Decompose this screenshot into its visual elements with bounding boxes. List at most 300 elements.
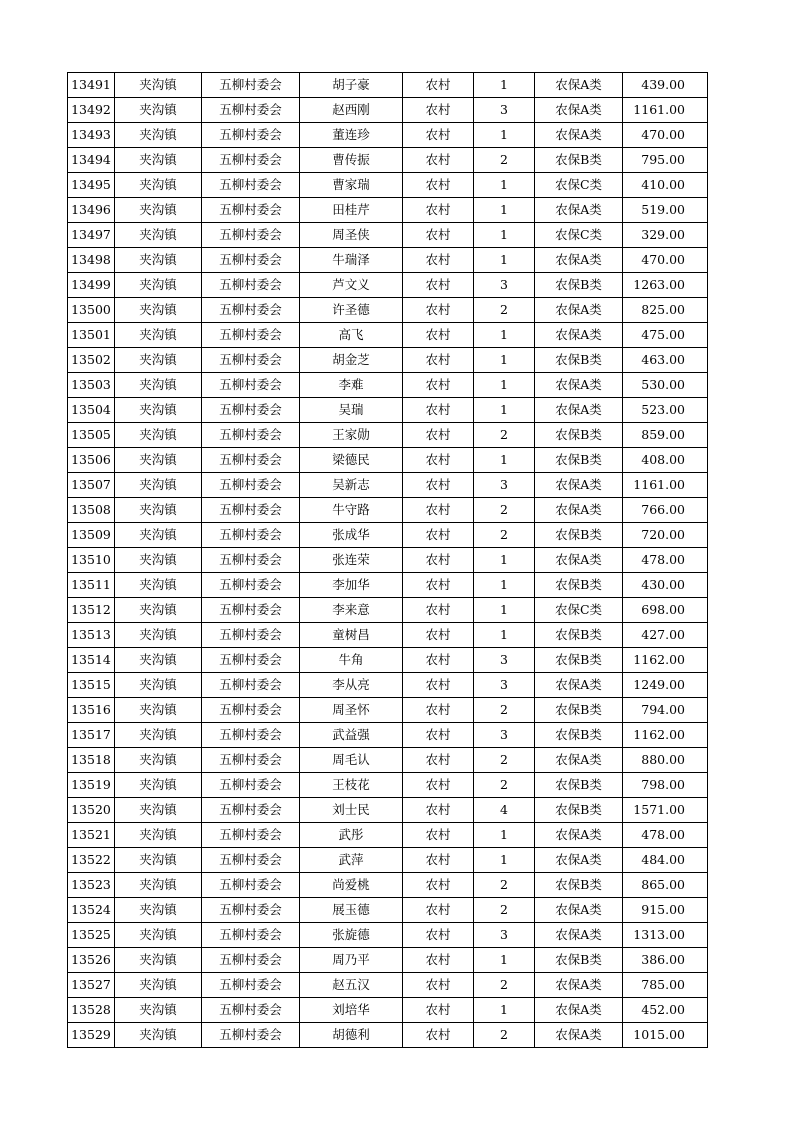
household-size-cell: 1: [474, 398, 535, 423]
area-type-cell: 农村: [403, 673, 474, 698]
table-row: [68, 323, 708, 348]
record-id-cell: 13516: [68, 698, 115, 723]
record-id-cell: 13519: [68, 773, 115, 798]
town-cell: 夹沟镇: [115, 573, 202, 598]
name-cell: 胡德利: [300, 1023, 403, 1048]
name-cell: 许圣德: [300, 298, 403, 323]
household-size-cell: 1: [474, 998, 535, 1023]
town-cell: 夹沟镇: [115, 548, 202, 573]
table-row: [68, 598, 708, 623]
village-committee-cell: 五柳村委会: [202, 1023, 300, 1048]
area-type-cell: 农村: [403, 323, 474, 348]
village-committee-cell: 五柳村委会: [202, 123, 300, 148]
household-size-cell: 2: [474, 423, 535, 448]
town-cell: 夹沟镇: [115, 1023, 202, 1048]
name-cell: 牛瑞泽: [300, 248, 403, 273]
household-size-cell: 3: [474, 98, 535, 123]
household-size-cell: 2: [474, 773, 535, 798]
amount-cell: 1313.00: [623, 923, 708, 948]
table-row: [68, 848, 708, 873]
household-size-cell: 3: [474, 923, 535, 948]
record-id-cell: 13492: [68, 98, 115, 123]
insurance-category-cell: 农保A类: [535, 498, 623, 523]
village-committee-cell: 五柳村委会: [202, 798, 300, 823]
town-cell: 夹沟镇: [115, 73, 202, 98]
area-type-cell: 农村: [403, 173, 474, 198]
name-cell: 田桂芹: [300, 198, 403, 223]
town-cell: 夹沟镇: [115, 798, 202, 823]
village-committee-cell: 五柳村委会: [202, 598, 300, 623]
town-cell: 夹沟镇: [115, 223, 202, 248]
town-cell: 夹沟镇: [115, 873, 202, 898]
area-type-cell: 农村: [403, 573, 474, 598]
household-size-cell: 1: [474, 198, 535, 223]
record-id-cell: 13517: [68, 723, 115, 748]
area-type-cell: 农村: [403, 373, 474, 398]
town-cell: 夹沟镇: [115, 648, 202, 673]
area-type-cell: 农村: [403, 248, 474, 273]
insurance-category-cell: 农保A类: [535, 298, 623, 323]
table-row: [68, 923, 708, 948]
village-committee-cell: 五柳村委会: [202, 173, 300, 198]
name-cell: 展玉德: [300, 898, 403, 923]
name-cell: 吴瑞: [300, 398, 403, 423]
table-row: [68, 98, 708, 123]
household-size-cell: 1: [474, 573, 535, 598]
household-size-cell: 2: [474, 698, 535, 723]
insurance-category-cell: 农保B类: [535, 723, 623, 748]
amount-cell: 880.00: [623, 748, 708, 773]
table-row: [68, 473, 708, 498]
table-row: [68, 748, 708, 773]
insurance-category-cell: 农保A类: [535, 923, 623, 948]
amount-cell: 1161.00: [623, 98, 708, 123]
name-cell: 李难: [300, 373, 403, 398]
amount-cell: 329.00: [623, 223, 708, 248]
town-cell: 夹沟镇: [115, 398, 202, 423]
village-committee-cell: 五柳村委会: [202, 198, 300, 223]
area-type-cell: 农村: [403, 973, 474, 998]
town-cell: 夹沟镇: [115, 998, 202, 1023]
insurance-category-cell: 农保C类: [535, 223, 623, 248]
name-cell: 高飞: [300, 323, 403, 348]
area-type-cell: 农村: [403, 698, 474, 723]
household-size-cell: 1: [474, 623, 535, 648]
household-size-cell: 3: [474, 723, 535, 748]
table-body: [68, 73, 708, 1048]
household-size-cell: 2: [474, 748, 535, 773]
town-cell: 夹沟镇: [115, 248, 202, 273]
village-committee-cell: 五柳村委会: [202, 823, 300, 848]
amount-cell: 439.00: [623, 73, 708, 98]
area-type-cell: 农村: [403, 448, 474, 473]
table-row: [68, 273, 708, 298]
name-cell: 刘士民: [300, 798, 403, 823]
household-size-cell: 1: [474, 173, 535, 198]
record-id-cell: 13503: [68, 373, 115, 398]
table-row: [68, 448, 708, 473]
village-committee-cell: 五柳村委会: [202, 423, 300, 448]
insurance-category-cell: 农保C类: [535, 598, 623, 623]
area-type-cell: 农村: [403, 648, 474, 673]
name-cell: 芦文义: [300, 273, 403, 298]
area-type-cell: 农村: [403, 348, 474, 373]
record-id-cell: 13509: [68, 523, 115, 548]
insurance-category-cell: 农保A类: [535, 73, 623, 98]
household-size-cell: 2: [474, 1023, 535, 1048]
amount-cell: 859.00: [623, 423, 708, 448]
town-cell: 夹沟镇: [115, 273, 202, 298]
village-committee-cell: 五柳村委会: [202, 473, 300, 498]
amount-cell: 795.00: [623, 148, 708, 173]
village-committee-cell: 五柳村委会: [202, 248, 300, 273]
table-row: [68, 373, 708, 398]
record-id-cell: 13507: [68, 473, 115, 498]
area-type-cell: 农村: [403, 773, 474, 798]
area-type-cell: 农村: [403, 748, 474, 773]
name-cell: 牛角: [300, 648, 403, 673]
amount-cell: 915.00: [623, 898, 708, 923]
town-cell: 夹沟镇: [115, 698, 202, 723]
name-cell: 赵五汉: [300, 973, 403, 998]
household-size-cell: 1: [474, 123, 535, 148]
village-committee-cell: 五柳村委会: [202, 848, 300, 873]
table-row: [68, 823, 708, 848]
village-committee-cell: 五柳村委会: [202, 373, 300, 398]
name-cell: 张连荣: [300, 548, 403, 573]
record-id-cell: 13513: [68, 623, 115, 648]
village-committee-cell: 五柳村委会: [202, 698, 300, 723]
amount-cell: 478.00: [623, 823, 708, 848]
town-cell: 夹沟镇: [115, 723, 202, 748]
village-committee-cell: 五柳村委会: [202, 548, 300, 573]
name-cell: 王枝花: [300, 773, 403, 798]
village-committee-cell: 五柳村委会: [202, 973, 300, 998]
village-committee-cell: 五柳村委会: [202, 573, 300, 598]
record-id-cell: 13505: [68, 423, 115, 448]
area-type-cell: 农村: [403, 398, 474, 423]
record-id-cell: 13491: [68, 73, 115, 98]
table-row: [68, 673, 708, 698]
area-type-cell: 农村: [403, 423, 474, 448]
name-cell: 周毛认: [300, 748, 403, 773]
village-committee-cell: 五柳村委会: [202, 623, 300, 648]
record-id-cell: 13520: [68, 798, 115, 823]
town-cell: 夹沟镇: [115, 423, 202, 448]
town-cell: 夹沟镇: [115, 673, 202, 698]
record-id-cell: 13502: [68, 348, 115, 373]
amount-cell: 1015.00: [623, 1023, 708, 1048]
amount-cell: 530.00: [623, 373, 708, 398]
village-committee-cell: 五柳村委会: [202, 723, 300, 748]
insurance-category-cell: 农保B类: [535, 798, 623, 823]
village-committee-cell: 五柳村委会: [202, 923, 300, 948]
record-id-cell: 13496: [68, 198, 115, 223]
village-committee-cell: 五柳村委会: [202, 398, 300, 423]
table-row: [68, 873, 708, 898]
village-committee-cell: 五柳村委会: [202, 298, 300, 323]
amount-cell: 865.00: [623, 873, 708, 898]
record-id-cell: 13522: [68, 848, 115, 873]
table-row: [68, 348, 708, 373]
name-cell: 尚爱桃: [300, 873, 403, 898]
household-size-cell: 3: [474, 473, 535, 498]
town-cell: 夹沟镇: [115, 623, 202, 648]
household-size-cell: 1: [474, 73, 535, 98]
town-cell: 夹沟镇: [115, 523, 202, 548]
town-cell: 夹沟镇: [115, 198, 202, 223]
area-type-cell: 农村: [403, 1023, 474, 1048]
amount-cell: 720.00: [623, 523, 708, 548]
name-cell: 李加华: [300, 573, 403, 598]
table-row: [68, 698, 708, 723]
village-committee-cell: 五柳村委会: [202, 998, 300, 1023]
household-size-cell: 1: [474, 823, 535, 848]
household-size-cell: 1: [474, 373, 535, 398]
village-committee-cell: 五柳村委会: [202, 448, 300, 473]
insurance-category-cell: 农保B类: [535, 623, 623, 648]
town-cell: 夹沟镇: [115, 823, 202, 848]
area-type-cell: 农村: [403, 623, 474, 648]
name-cell: 张旋德: [300, 923, 403, 948]
town-cell: 夹沟镇: [115, 98, 202, 123]
village-committee-cell: 五柳村委会: [202, 498, 300, 523]
name-cell: 梁德民: [300, 448, 403, 473]
table-row: [68, 423, 708, 448]
household-size-cell: 2: [474, 148, 535, 173]
household-size-cell: 1: [474, 223, 535, 248]
village-committee-cell: 五柳村委会: [202, 948, 300, 973]
table-row: [68, 573, 708, 598]
name-cell: 刘培华: [300, 998, 403, 1023]
name-cell: 胡金芝: [300, 348, 403, 373]
insurance-category-cell: 农保A类: [535, 373, 623, 398]
area-type-cell: 农村: [403, 223, 474, 248]
table-row: [68, 73, 708, 98]
town-cell: 夹沟镇: [115, 123, 202, 148]
record-id-cell: 13514: [68, 648, 115, 673]
amount-cell: 794.00: [623, 698, 708, 723]
table-row: [68, 973, 708, 998]
area-type-cell: 农村: [403, 198, 474, 223]
name-cell: 童树昌: [300, 623, 403, 648]
record-id-cell: 13508: [68, 498, 115, 523]
record-id-cell: 13529: [68, 1023, 115, 1048]
town-cell: 夹沟镇: [115, 298, 202, 323]
table-row: [68, 998, 708, 1023]
table-row: [68, 398, 708, 423]
record-id-cell: 13499: [68, 273, 115, 298]
name-cell: 周圣侠: [300, 223, 403, 248]
name-cell: 胡子豪: [300, 73, 403, 98]
amount-cell: 410.00: [623, 173, 708, 198]
household-size-cell: 3: [474, 648, 535, 673]
record-id-cell: 13526: [68, 948, 115, 973]
name-cell: 吴新志: [300, 473, 403, 498]
record-id-cell: 13528: [68, 998, 115, 1023]
town-cell: 夹沟镇: [115, 973, 202, 998]
insurance-category-cell: 农保A类: [535, 673, 623, 698]
amount-cell: 463.00: [623, 348, 708, 373]
amount-cell: 1161.00: [623, 473, 708, 498]
table-row: [68, 148, 708, 173]
insurance-category-cell: 农保A类: [535, 398, 623, 423]
town-cell: 夹沟镇: [115, 948, 202, 973]
amount-cell: 1263.00: [623, 273, 708, 298]
insurance-category-cell: 农保A类: [535, 198, 623, 223]
amount-cell: 766.00: [623, 498, 708, 523]
record-id-cell: 13524: [68, 898, 115, 923]
amount-cell: 470.00: [623, 123, 708, 148]
table-row: [68, 1023, 708, 1048]
table-row: [68, 798, 708, 823]
insurance-category-cell: 农保B类: [535, 423, 623, 448]
village-committee-cell: 五柳村委会: [202, 648, 300, 673]
record-id-cell: 13504: [68, 398, 115, 423]
area-type-cell: 农村: [403, 723, 474, 748]
insurance-category-cell: 农保B类: [535, 273, 623, 298]
table-row: [68, 173, 708, 198]
town-cell: 夹沟镇: [115, 173, 202, 198]
amount-cell: 825.00: [623, 298, 708, 323]
table-row: [68, 248, 708, 273]
town-cell: 夹沟镇: [115, 473, 202, 498]
amount-cell: 408.00: [623, 448, 708, 473]
town-cell: 夹沟镇: [115, 848, 202, 873]
area-type-cell: 农村: [403, 923, 474, 948]
record-id-cell: 13511: [68, 573, 115, 598]
amount-cell: 1571.00: [623, 798, 708, 823]
village-committee-cell: 五柳村委会: [202, 98, 300, 123]
household-size-cell: 3: [474, 673, 535, 698]
insurance-category-cell: 农保B类: [535, 873, 623, 898]
area-type-cell: 农村: [403, 848, 474, 873]
household-size-cell: 2: [474, 873, 535, 898]
area-type-cell: 农村: [403, 898, 474, 923]
amount-cell: 478.00: [623, 548, 708, 573]
amount-cell: 1162.00: [623, 723, 708, 748]
area-type-cell: 农村: [403, 873, 474, 898]
amount-cell: 470.00: [623, 248, 708, 273]
town-cell: 夹沟镇: [115, 748, 202, 773]
name-cell: 武益强: [300, 723, 403, 748]
village-committee-cell: 五柳村委会: [202, 773, 300, 798]
household-size-cell: 3: [474, 273, 535, 298]
insurance-category-cell: 农保B类: [535, 448, 623, 473]
amount-cell: 475.00: [623, 323, 708, 348]
area-type-cell: 农村: [403, 598, 474, 623]
town-cell: 夹沟镇: [115, 498, 202, 523]
table-row: [68, 548, 708, 573]
record-id-cell: 13527: [68, 973, 115, 998]
insurance-category-cell: 农保B类: [535, 948, 623, 973]
town-cell: 夹沟镇: [115, 923, 202, 948]
table-row: [68, 223, 708, 248]
record-id-cell: 13501: [68, 323, 115, 348]
village-committee-cell: 五柳村委会: [202, 873, 300, 898]
amount-cell: 427.00: [623, 623, 708, 648]
record-id-cell: 13495: [68, 173, 115, 198]
name-cell: 周乃平: [300, 948, 403, 973]
name-cell: 赵西刚: [300, 98, 403, 123]
insurance-category-cell: 农保B类: [535, 648, 623, 673]
household-size-cell: 2: [474, 973, 535, 998]
insurance-category-cell: 农保A类: [535, 248, 623, 273]
area-type-cell: 农村: [403, 123, 474, 148]
household-size-cell: 2: [474, 898, 535, 923]
amount-cell: 785.00: [623, 973, 708, 998]
amount-cell: 798.00: [623, 773, 708, 798]
area-type-cell: 农村: [403, 73, 474, 98]
name-cell: 武萍: [300, 848, 403, 873]
table-row: [68, 648, 708, 673]
insurance-category-cell: 农保A类: [535, 548, 623, 573]
table-row: [68, 723, 708, 748]
insurance-category-cell: 农保B类: [535, 348, 623, 373]
town-cell: 夹沟镇: [115, 448, 202, 473]
record-id-cell: 13521: [68, 823, 115, 848]
town-cell: 夹沟镇: [115, 598, 202, 623]
area-type-cell: 农村: [403, 148, 474, 173]
household-size-cell: 1: [474, 548, 535, 573]
insurance-category-cell: 农保B类: [535, 573, 623, 598]
amount-cell: 386.00: [623, 948, 708, 973]
village-committee-cell: 五柳村委会: [202, 273, 300, 298]
record-id-cell: 13523: [68, 873, 115, 898]
record-id-cell: 13493: [68, 123, 115, 148]
name-cell: 周圣怀: [300, 698, 403, 723]
insurance-category-cell: 农保B类: [535, 698, 623, 723]
village-committee-cell: 五柳村委会: [202, 223, 300, 248]
area-type-cell: 农村: [403, 948, 474, 973]
record-id-cell: 13510: [68, 548, 115, 573]
table-row: [68, 623, 708, 648]
household-size-cell: 1: [474, 948, 535, 973]
village-committee-cell: 五柳村委会: [202, 898, 300, 923]
table-row: [68, 198, 708, 223]
household-size-cell: 2: [474, 498, 535, 523]
household-size-cell: 2: [474, 523, 535, 548]
insurance-category-cell: 农保A类: [535, 848, 623, 873]
area-type-cell: 农村: [403, 273, 474, 298]
record-id-cell: 13512: [68, 598, 115, 623]
name-cell: 李来意: [300, 598, 403, 623]
town-cell: 夹沟镇: [115, 898, 202, 923]
table-row: [68, 948, 708, 973]
name-cell: 曹家瑞: [300, 173, 403, 198]
area-type-cell: 农村: [403, 548, 474, 573]
amount-cell: 1162.00: [623, 648, 708, 673]
area-type-cell: 农村: [403, 473, 474, 498]
amount-cell: 523.00: [623, 398, 708, 423]
name-cell: 王家勋: [300, 423, 403, 448]
town-cell: 夹沟镇: [115, 323, 202, 348]
household-size-cell: 2: [474, 298, 535, 323]
village-committee-cell: 五柳村委会: [202, 348, 300, 373]
household-size-cell: 1: [474, 323, 535, 348]
household-size-cell: 1: [474, 848, 535, 873]
insurance-category-cell: 农保A类: [535, 823, 623, 848]
household-size-cell: 4: [474, 798, 535, 823]
insurance-category-cell: 农保A类: [535, 473, 623, 498]
area-type-cell: 农村: [403, 823, 474, 848]
household-size-cell: 1: [474, 248, 535, 273]
household-size-cell: 1: [474, 598, 535, 623]
area-type-cell: 农村: [403, 523, 474, 548]
area-type-cell: 农村: [403, 798, 474, 823]
record-id-cell: 13500: [68, 298, 115, 323]
record-id-cell: 13497: [68, 223, 115, 248]
